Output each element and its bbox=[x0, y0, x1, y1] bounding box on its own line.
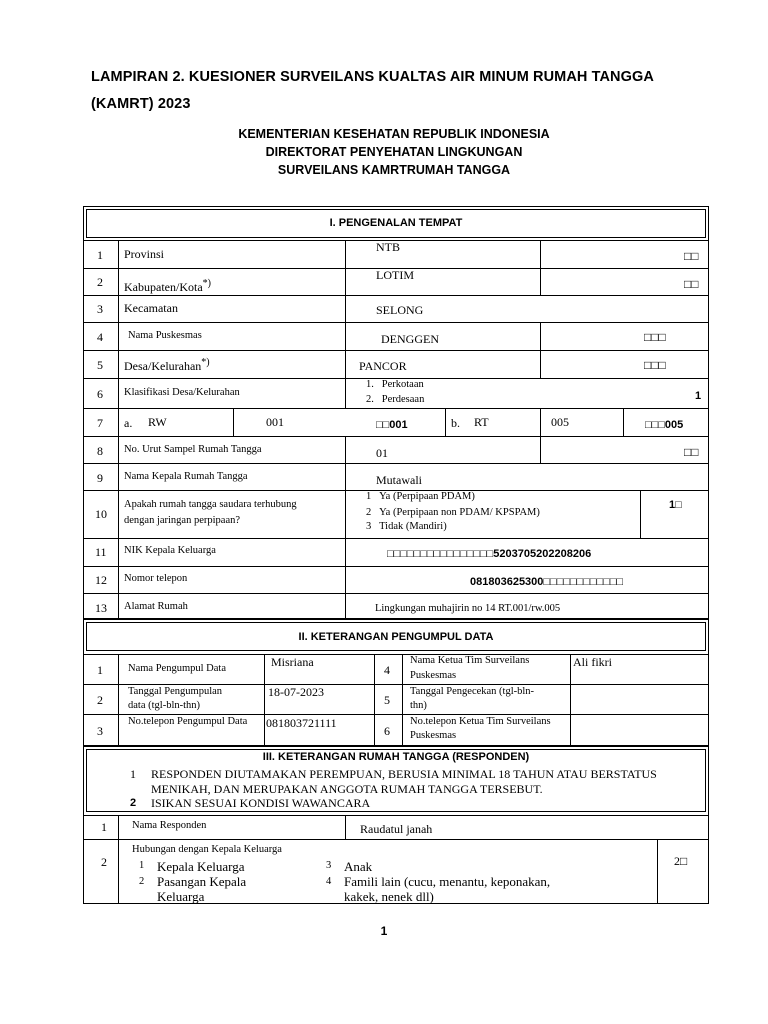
note-2-text: ISIKAN SESUAI KONDISI WAWANCARA bbox=[151, 796, 371, 810]
row-number: 4 bbox=[97, 330, 103, 344]
row-number: 5 bbox=[384, 693, 390, 707]
title-line-1: LAMPIRAN 2. KUESIONER SURVEILANS KUALTAS AIR MINUM RUMAH TANGGA bbox=[91, 69, 654, 85]
label-telepon: Nomor telepon bbox=[124, 573, 188, 584]
option-famili-2: kakek, nenek dll) bbox=[344, 889, 434, 904]
label-a: a. bbox=[124, 416, 133, 430]
option-mandiri: 3 Tidak (Mandiri) bbox=[366, 521, 447, 532]
label-rt: RT bbox=[474, 415, 489, 429]
option-anak: Anak bbox=[344, 859, 373, 874]
note-1-line-1: RESPONDEN DIUTAMAKAN PEREMPUAN, BERUSIA MINIMAL 18 TAHUN ATAU BERSTATUS bbox=[151, 767, 657, 781]
row-number: 8 bbox=[97, 444, 103, 458]
code-rw: □□001 bbox=[376, 419, 408, 431]
label-kecamatan: Kecamatan bbox=[124, 301, 178, 315]
row-number: 3 bbox=[97, 724, 103, 738]
code-klasifikasi: 1 bbox=[695, 390, 702, 402]
label-hubungan: Hubungan dengan Kepala Keluarga bbox=[132, 844, 282, 855]
page-number: 1 bbox=[380, 924, 388, 938]
row-number: 1 bbox=[101, 820, 107, 834]
row-number: 9 bbox=[97, 471, 103, 485]
header-ministry: KEMENTERIAN KESEHATAN REPUBLIK INDONESIA bbox=[238, 127, 550, 141]
label-telp-ketua-2: Puskesmas bbox=[410, 730, 457, 741]
label-provinsi: Provinsi bbox=[124, 247, 165, 261]
option-pasangan-1: Pasangan Kepala bbox=[157, 874, 247, 889]
option-number: 4 bbox=[326, 876, 332, 887]
title-line-2: (KAMRT) 2023 bbox=[91, 96, 191, 112]
label-rw: RW bbox=[148, 415, 167, 429]
footnote-marker: *) bbox=[202, 278, 211, 289]
label-kepala-rt: Nama Kepala Rumah Tangga bbox=[124, 471, 248, 482]
value-responden: Raudatul janah bbox=[360, 822, 433, 836]
value-rt: 005 bbox=[551, 415, 569, 429]
header-directorate: DIREKTORAT PENYEHATAN LINGKUNGAN bbox=[265, 145, 523, 159]
option-number: 1 bbox=[139, 860, 145, 871]
label-perpipaan-2: dengan jaringan perpipaan? bbox=[124, 515, 241, 526]
label-nik: NIK Kepala Keluarga bbox=[124, 545, 216, 556]
value-puskesmas: DENGGEN bbox=[381, 332, 439, 346]
row-number: 2 bbox=[97, 693, 103, 707]
value-rw: 001 bbox=[266, 415, 284, 429]
note-number: 2 bbox=[130, 797, 137, 809]
row-number: 13 bbox=[95, 601, 107, 615]
code-puskesmas: □□□ bbox=[644, 330, 666, 344]
option-number: 2 bbox=[139, 876, 145, 887]
value-kabupaten: LOTIM bbox=[376, 268, 414, 282]
label-tanggal-1: Tanggal Pengumpulan bbox=[128, 686, 223, 697]
label-b: b. bbox=[451, 416, 460, 430]
note-number: 1 bbox=[130, 767, 136, 781]
row-number: 6 bbox=[384, 724, 390, 738]
value-ketua-tim: Ali fikri bbox=[573, 655, 612, 669]
row-number: 6 bbox=[97, 387, 103, 401]
footnote-marker: *) bbox=[201, 357, 210, 368]
value-telp-pengumpul: 081803721111 bbox=[266, 716, 337, 730]
row-number: 2 bbox=[97, 275, 103, 289]
option-famili-1: Famili lain (cucu, menantu, keponakan, bbox=[344, 874, 551, 889]
label-alamat: Alamat Rumah bbox=[124, 601, 188, 612]
label-kabupaten: Kabupaten/Kota*) bbox=[124, 278, 211, 294]
label-tgl-cek-2: thn) bbox=[410, 700, 427, 711]
row-number: 7 bbox=[97, 416, 103, 430]
section-3-title: III. KETERANGAN RUMAH TANGGA (RESPONDEN) bbox=[262, 751, 530, 763]
option-perdesaan: 2. Perdesaan bbox=[366, 394, 425, 405]
option-pasangan-2: Keluarga bbox=[157, 889, 205, 904]
code-provinsi: □□ bbox=[684, 249, 699, 263]
value-telepon: 081803625300□□□□□□□□□□□□ bbox=[470, 576, 624, 588]
label-tgl-cek-1: Tanggal Pengecekan (tgl-bln- bbox=[410, 686, 535, 697]
row-number: 1 bbox=[97, 248, 103, 262]
option-number: 3 bbox=[326, 860, 332, 871]
code-perpipaan: 1□ bbox=[669, 499, 682, 511]
code-desa: □□□ bbox=[644, 358, 666, 372]
row-number: 11 bbox=[95, 545, 107, 559]
row-number: 1 bbox=[97, 663, 103, 677]
label-puskesmas: Nama Puskesmas bbox=[128, 330, 202, 341]
value-kecamatan: SELONG bbox=[376, 303, 424, 317]
row-number: 3 bbox=[97, 302, 103, 316]
value-nik: □□□□□□□□□□□□□□□□5203705202208206​ bbox=[387, 548, 592, 560]
row-number: 10 bbox=[95, 507, 107, 521]
row-number: 4 bbox=[384, 663, 390, 677]
value-desa: PANCOR bbox=[359, 359, 407, 373]
option-kepala-keluarga: Kepala Keluarga bbox=[157, 859, 245, 874]
value-no-urut: 01 bbox=[376, 446, 388, 460]
section-2-title: II. KETERANGAN PENGUMPUL DATA bbox=[298, 631, 494, 643]
code-rt: □□□005 bbox=[645, 419, 684, 431]
option-non-pdam: 2 Ya (Perpipaan non PDAM/ KPSPAM) bbox=[366, 507, 540, 518]
label-no-urut: No. Urut Sampel Rumah Tangga bbox=[124, 444, 262, 455]
label-desa: Desa/Kelurahan*) bbox=[124, 357, 210, 373]
value-alamat: Lingkungan muhajirin no 14 RT.001/rw.005 bbox=[375, 603, 561, 614]
section-1-title: I. PENGENALAN TEMPAT bbox=[329, 217, 463, 229]
label-ketua-tim-2: Puskesmas bbox=[410, 670, 457, 681]
value-kepala-rt: Mutawali bbox=[376, 473, 422, 487]
label-tanggal-2: data (tgl-bln-thn) bbox=[128, 700, 201, 711]
code-hubungan: 2□ bbox=[674, 854, 688, 868]
option-perkotaan: 1. Perkotaan bbox=[366, 379, 424, 390]
option-pdam: 1 Ya (Perpipaan PDAM) bbox=[366, 491, 475, 502]
label-ketua-tim-1: Nama Ketua Tim Surveilans bbox=[410, 655, 530, 666]
label-responden: Nama Responden bbox=[132, 820, 207, 831]
value-provinsi: NTB bbox=[376, 240, 400, 254]
row-number: 12 bbox=[95, 573, 107, 587]
note-1-line-2: MENIKAH, DAN MERUPAKAN ANGGOTA RUMAH TANGGA TERSEBUT. bbox=[151, 782, 543, 796]
document-title bbox=[91, 64, 731, 118]
label-telp-pengumpul: No.telepon Pengumpul Data bbox=[128, 716, 248, 727]
row-number: 5 bbox=[97, 358, 103, 372]
value-pengumpul: Misriana bbox=[271, 655, 314, 669]
header-surveillance: SURVEILANS KAMRTRUMAH TANGGA bbox=[277, 163, 511, 177]
row-number: 2 bbox=[101, 855, 107, 869]
label-perpipaan-1: Apakah rumah tangga saudara terhubung bbox=[124, 499, 297, 510]
code-kabupaten: □□ bbox=[684, 277, 699, 291]
label-telp-ketua-1: No.telepon Ketua Tim Surveilans bbox=[410, 716, 551, 727]
code-no-urut: □□ bbox=[684, 445, 699, 459]
label-klasifikasi: Klasifikasi Desa/Kelurahan bbox=[124, 387, 240, 398]
label-pengumpul: Nama Pengumpul Data bbox=[128, 663, 226, 674]
value-tanggal: 18-07-2023 bbox=[268, 685, 324, 699]
